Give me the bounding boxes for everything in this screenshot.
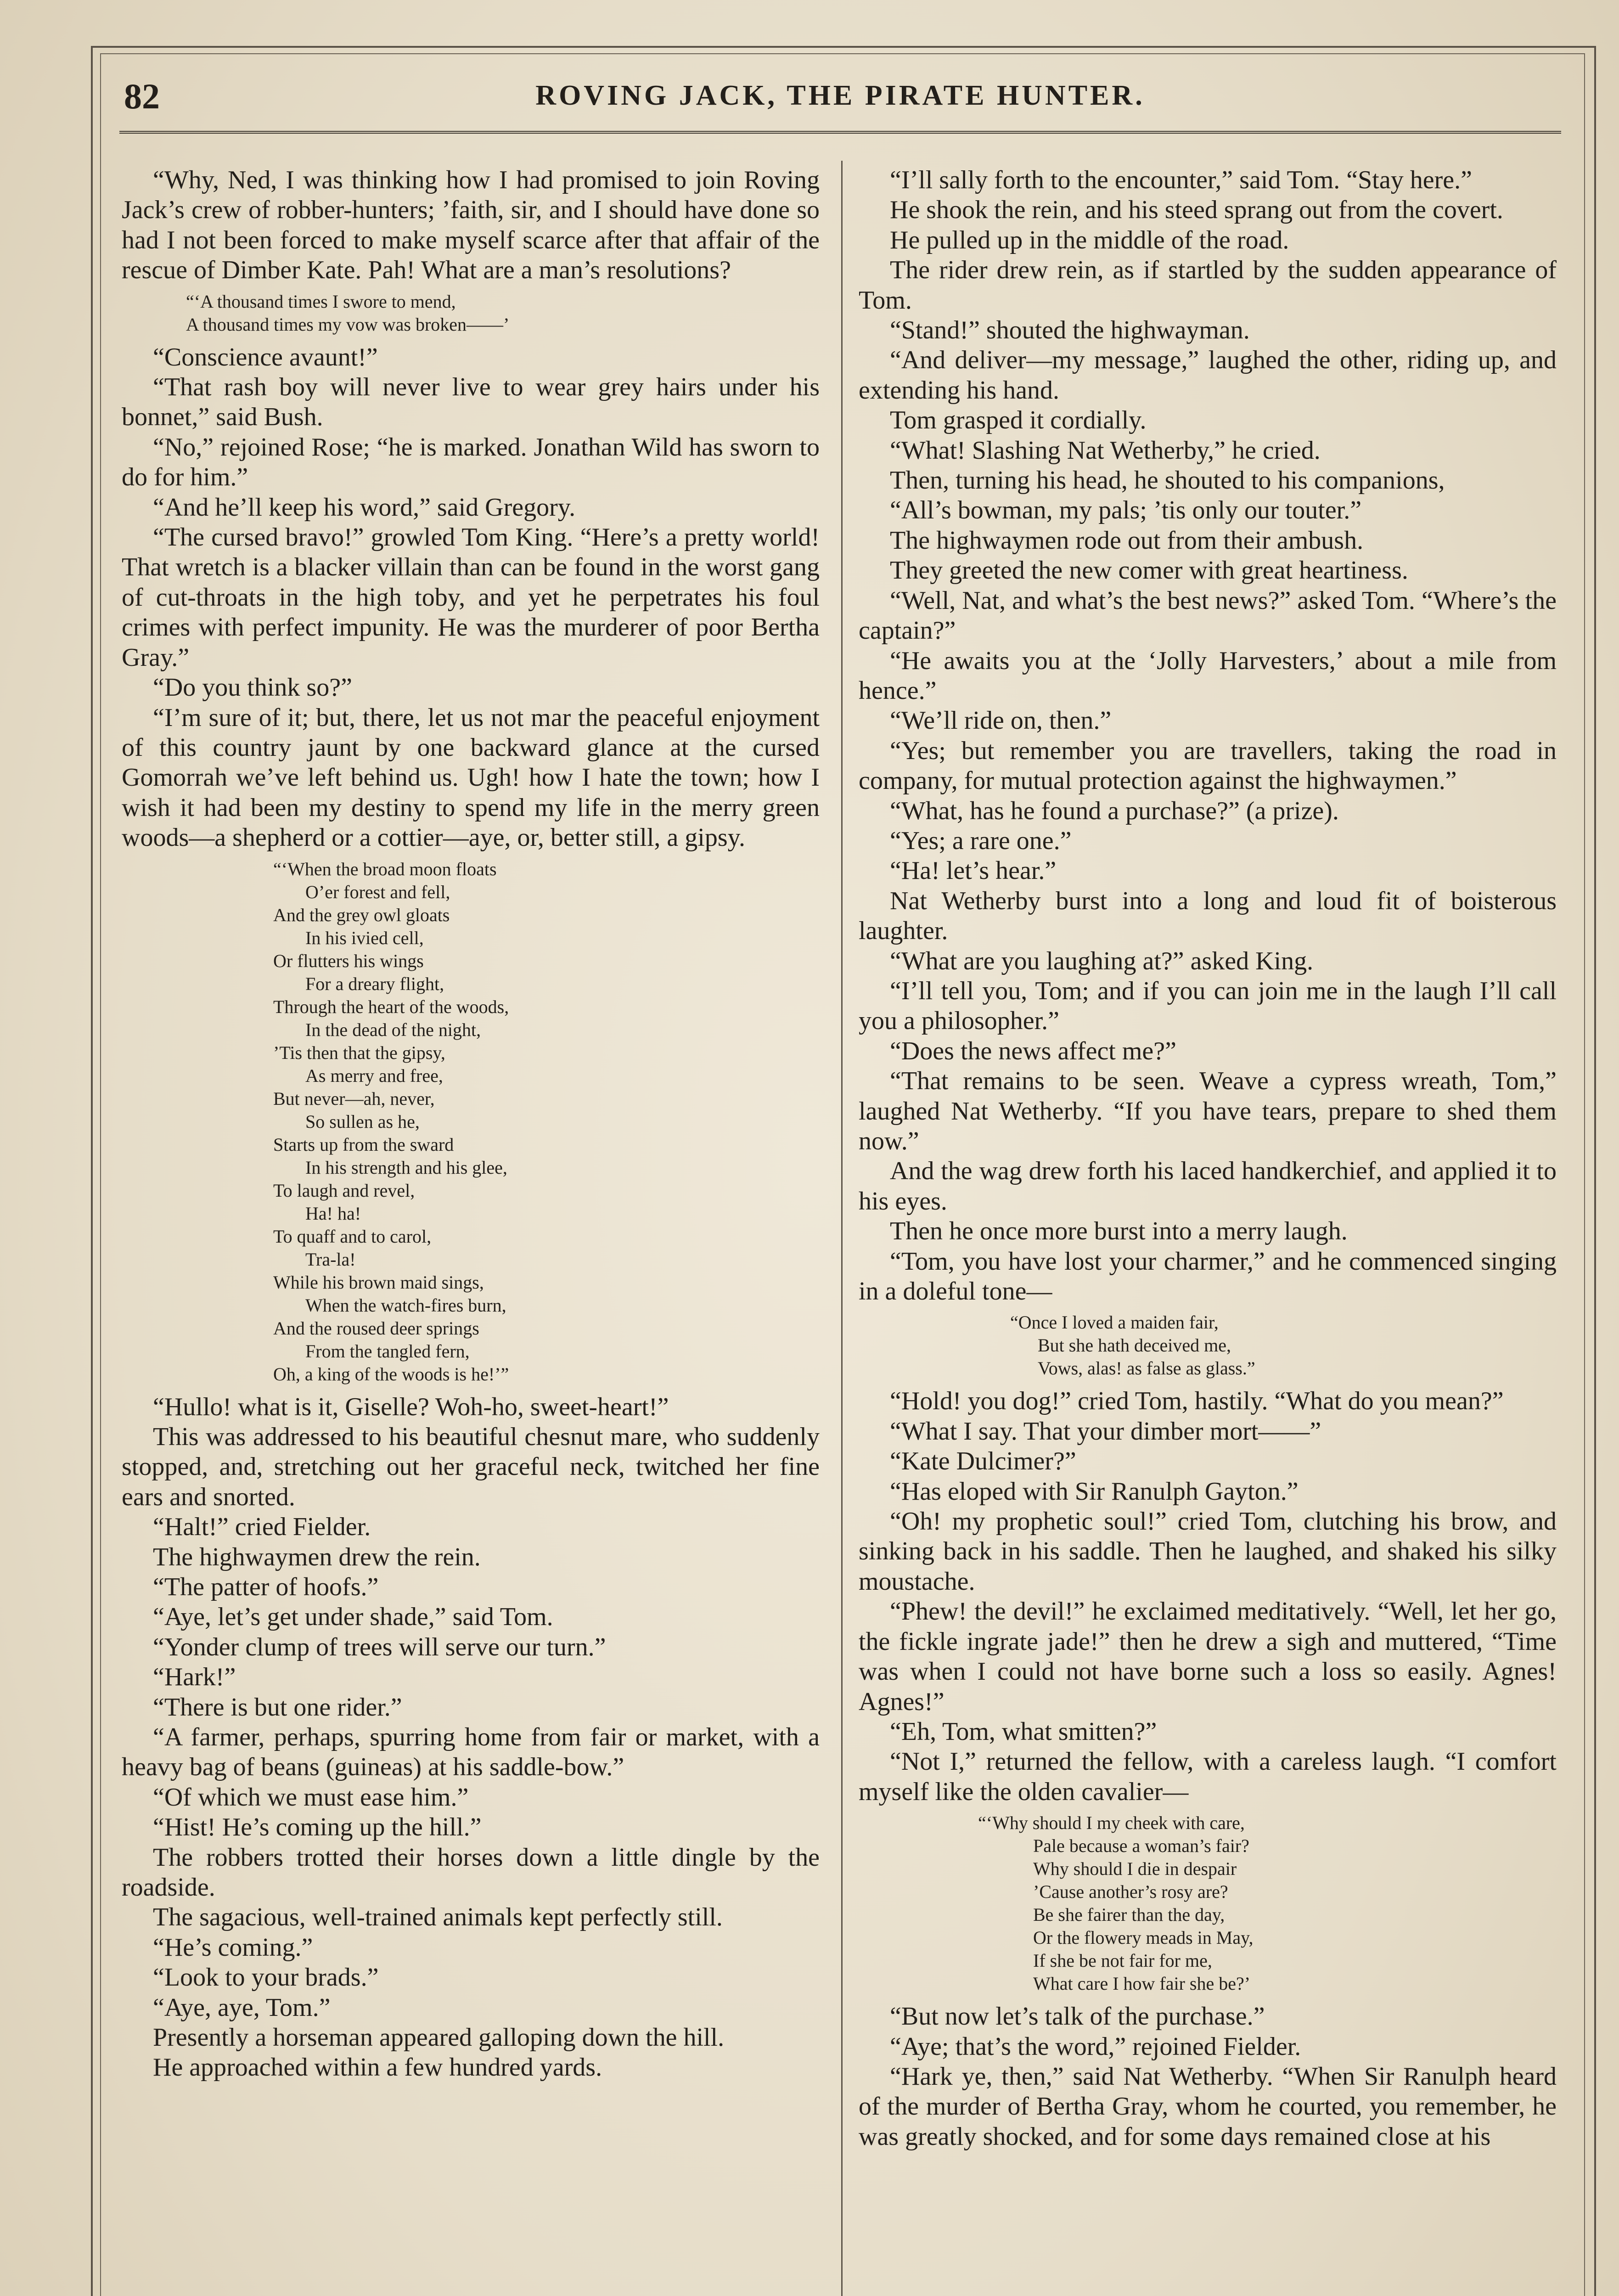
verse-line: Vows, alas! as false as glass.” [1038, 1358, 1255, 1379]
paragraph: “A farmer, perhaps, spurring home from fair or market, with a heavy bag of beans (guineas) at his saddle-bow.” [122, 1723, 820, 1782]
paragraph: “He’s coming.” [153, 1933, 313, 1962]
verse-line: Starts up from the sward [273, 1134, 454, 1155]
verse-line: Why should I die in despair [1033, 1858, 1237, 1880]
paragraph: Tom grasped it cordially. [890, 406, 1147, 435]
paragraph: “What I say. That your dimber mort——” [890, 1417, 1321, 1446]
verse-line: When the watch-fires burn, [305, 1294, 506, 1316]
paragraph: “Tom, you have lost your charmer,” and he commenced singing in a doleful tone— [859, 1247, 1557, 1306]
paragraph: “We’ll ride on, then.” [890, 706, 1112, 735]
page-header [119, 76, 1561, 134]
verse-line: And the grey owl gloats [273, 904, 450, 925]
paragraph: “Eh, Tom, what smitten?” [890, 1717, 1157, 1746]
verse-line: Oh, a king of the woods is he!’” [273, 1363, 509, 1384]
left-column [122, 165, 820, 2296]
paragraph: Nat Wetherby burst into a long and loud fit of boisterous laughter. [859, 886, 1557, 945]
paragraph: “And deliver—my message,” laughed the other, riding up, and extending his hand. [859, 346, 1557, 405]
paragraph: He pulled up in the middle of the road. [890, 225, 1289, 254]
paragraph: “Aye, let’s get under shade,” said Tom. [153, 1603, 553, 1632]
paragraph: “No,” rejoined Rose; “he is marked. Jonathan Wild has sworn to do for him.” [122, 433, 820, 492]
paragraph: They greeted the new comer with great heartiness. [890, 556, 1408, 585]
verse-line: As merry and free, [305, 1065, 443, 1086]
verse-line: And the roused deer springs [273, 1317, 479, 1339]
paragraph: “There is but one rider.” [153, 1693, 402, 1722]
paragraph: “I’ll sally forth to the encounter,” said Tom. “Stay here.” [890, 166, 1472, 194]
paragraph: “Ha! let’s hear.” [890, 856, 1057, 885]
paragraph: “Conscience avaunt!” [153, 343, 378, 371]
verse-line: What care I how fair she be?’ [1033, 1973, 1251, 1994]
verse-block [859, 1311, 1557, 1380]
paragraph: “Phew! the devil!” he exclaimed meditatively. “Well, let her go, the fickle ingrate jade!” then he drew a sigh and muttered, “Time was when I could not have borne such a loss so easily. Agnes! Agnes!” [859, 1597, 1557, 1716]
verse-line: Or flutters his wings [273, 950, 424, 971]
page-number: 82 [124, 76, 160, 116]
paragraph: “I’m sure of it; but, there, let us not mar the peaceful enjoyment of this country jaunt by one backward glance at the cursed Gomorrah we’ve left behind us. Ugh! how I hate the town; how I wish it had been my destiny to spend my life in the merry green woods—a shepherd or a cottier—aye, or, better still, a gipsy. [122, 703, 820, 852]
paragraph: “Stand!” shouted the highwayman. [890, 316, 1250, 345]
paragraph: “Hist! He’s coming up the hill.” [153, 1813, 482, 1842]
paragraph: “Aye; that’s the word,” rejoined Fielder. [890, 2032, 1301, 2061]
verse-line: ’Cause another’s rosy are? [1033, 1881, 1228, 1902]
paragraph: Presently a horseman appeared galloping down the hill. [153, 2023, 725, 2052]
paragraph: “All’s bowman, my pals; ’tis only our touter.” [890, 496, 1362, 525]
verse-line: In the dead of the night, [305, 1019, 481, 1040]
verse-line: “Once I loved a maiden fair, [1010, 1312, 1219, 1333]
verse-line: “‘A thousand times I swore to mend, [186, 291, 456, 312]
paragraph: “Hark ye, then,” said Nat Wetherby. “When Sir Ranulph heard of the murder of Bertha Gray, whom he courted, you remember, he was greatly shocked, and for some days remained close at his [859, 2062, 1557, 2151]
paragraph: “He awaits you at the ‘Jolly Harvesters,’ about a mile from hence.” [859, 646, 1557, 705]
verse-block [859, 1812, 1557, 1995]
paragraph: The rider drew rein, as if startled by the sudden appearance of Tom. [859, 256, 1557, 315]
verse-line: But she hath deceived me, [1038, 1335, 1231, 1356]
paragraph: “Hark!” [153, 1663, 236, 1692]
verse-line: “‘When the broad moon floats [273, 858, 497, 879]
verse-line: Or the flowery meads in May, [1033, 1927, 1254, 1948]
paragraph: “What, has he found a purchase?” (a prize). [890, 796, 1339, 825]
verse-line: O’er forest and fell, [305, 881, 450, 902]
paragraph: “Hold! you dog!” cried Tom, hastily. “What do you mean?” [890, 1387, 1504, 1416]
verse-line: To laugh and revel, [273, 1180, 415, 1201]
verse-line: Tra-la! [305, 1249, 356, 1270]
paragraph: “The cursed bravo!” growled Tom King. “Here’s a pretty world! That wretch is a blacker villain than can be found in the worst gang of cut-throats in the high toby, and yet he perpetrates his foul crimes with perfect impunity. He was the murderer of poor Bertha Gray.” [122, 523, 820, 672]
verse-line: From the tangled fern, [305, 1340, 470, 1362]
paragraph: This was addressed to his beautiful chesnut mare, who suddenly stopped, and, stretching out her graceful neck, twitched her fine ears and snorted. [122, 1422, 820, 1511]
paragraph: “Why, Ned, I was thinking how I had promised to join Roving Jack’s crew of robber-hunters; ’faith, sir, and I should have done so had I not been forced to make myself scarce after that affair of the rescue of Dimber Kate. Pah! What are a man’s resolutions? [122, 166, 820, 285]
verse-line: “‘Why should I my cheek with care, [978, 1812, 1245, 1834]
verse-line: Through the heart of the woods, [273, 996, 509, 1017]
paragraph: “Kate Dulcimer?” [890, 1447, 1076, 1476]
verse-line: Pale because a woman’s fair? [1033, 1835, 1249, 1857]
column-divider [841, 161, 843, 2296]
paragraph: “Yes; a rare one.” [890, 826, 1072, 855]
verse-block [122, 858, 820, 1386]
paragraph: “Not I,” returned the fellow, with a careless laugh. “I comfort myself like the olden cavalier— [859, 1747, 1557, 1806]
paragraph: “Do you think so?” [153, 673, 352, 702]
paragraph: And the wag drew forth his laced handkerchief, and applied it to his eyes. [859, 1157, 1557, 1216]
verse-line: In his strength and his glee, [305, 1157, 507, 1178]
paragraph: “Hullo! what is it, Giselle? Woh-ho, sweet-heart!” [153, 1392, 669, 1421]
paragraph: “Does the news affect me?” [890, 1036, 1176, 1065]
paragraph: He approached within a few hundred yards. [153, 2053, 602, 2082]
paragraph: “The patter of hoofs.” [153, 1572, 379, 1601]
verse-line: Be she fairer than the day, [1033, 1904, 1225, 1925]
paragraph: “Look to your brads.” [153, 1963, 379, 1992]
paragraph: The sagacious, well-trained animals kept perfectly still. [153, 1903, 723, 1932]
verse-block [122, 290, 820, 336]
right-column [859, 165, 1557, 2296]
verse-line: If she be not fair for me, [1033, 1950, 1212, 1971]
paragraph: “Has eloped with Sir Ranulph Gayton.” [890, 1477, 1299, 1506]
paragraph: “Oh! my prophetic soul!” cried Tom, clutching his brow, and sinking back in his saddle. Then he laughed, and shaked his silky moustache. [859, 1507, 1557, 1596]
paragraph: The highwaymen rode out from their ambush. [890, 526, 1364, 555]
paragraph: “What are you laughing at?” asked King. [890, 946, 1314, 975]
verse-line: To quaff and to carol, [273, 1226, 432, 1247]
paragraph: He shook the rein, and his steed sprang out from the covert. [890, 196, 1503, 225]
running-title: ROVING JACK, THE PIRATE HUNTER. [535, 80, 1145, 111]
paragraph: The highwaymen drew the rein. [153, 1542, 481, 1571]
verse-line: But never—ah, never, [273, 1088, 435, 1109]
paragraph: “I’ll tell you, Tom; and if you can join me in the laugh I’ll call you a philosopher.” [859, 976, 1557, 1035]
paragraph: Then he once more burst into a merry laugh. [890, 1217, 1348, 1246]
paragraph: “Aye, aye, Tom.” [153, 1993, 331, 2022]
paragraph: “Of which we must ease him.” [153, 1783, 469, 1812]
paragraph: “But now let’s talk of the purchase.” [890, 2002, 1265, 2031]
verse-line: While his brown maid sings, [273, 1272, 484, 1293]
paragraph: “And he’ll keep his word,” said Gregory. [153, 493, 576, 522]
paragraph: “What! Slashing Nat Wetherby,” he cried. [890, 436, 1321, 465]
verse-line: Ha! ha! [305, 1203, 361, 1224]
paragraph: “Yonder clump of trees will serve our turn.” [153, 1632, 606, 1661]
verse-line: In his ivied cell, [305, 927, 424, 948]
paragraph: The robbers trotted their horses down a little dingle by the roadside. [122, 1843, 820, 1902]
verse-line: So sullen as he, [305, 1111, 420, 1132]
paragraph: “Well, Nat, and what’s the best news?” asked Tom. “Where’s the captain?” [859, 586, 1557, 645]
verse-line: A thousand times my vow was broken——’ [186, 314, 510, 335]
paragraph: “That remains to be seen. Weave a cypress wreath, Tom,” laughed Nat Wetherby. “If you have tears, prepare to shed them now.” [859, 1067, 1557, 1155]
paragraph: “Halt!” cried Fielder. [153, 1513, 371, 1542]
verse-line: ’Tis then that the gipsy, [273, 1042, 445, 1063]
paragraph: “That rash boy will never live to wear grey hairs under his bonnet,” said Bush. [122, 373, 820, 432]
paragraph: “Yes; but remember you are travellers, taking the road in company, for mutual protection against the highwaymen.” [859, 736, 1557, 795]
verse-line: For a dreary flight, [305, 973, 444, 994]
paragraph: Then, turning his head, he shouted to his companions, [890, 466, 1445, 495]
